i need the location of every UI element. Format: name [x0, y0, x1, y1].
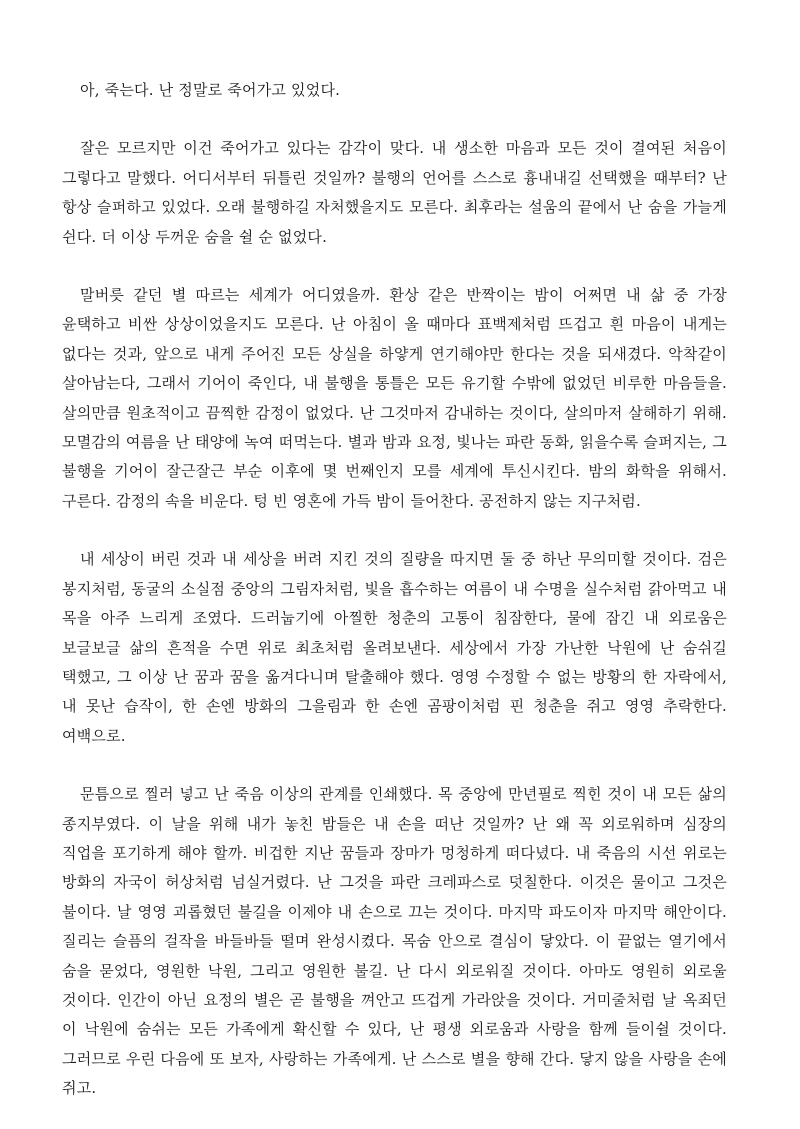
paragraph-5: 문틈으로 찔러 넣고 난 죽음 이상의 관계를 인쇄했다. 목 중앙에 만년필로 찍힌 것이 내 모든 삶의 종지부였다. 이 날을 위해 내가 놓친 밤들은 내 손을 떠난 것일까? 난 왜 꼭 외로워하며 심장의 직업을 포기하게 해야 할까. 비겁한 지난 꿈들과 장마가 멍청하게 떠다녔다. 내 죽음의 시선 위로는 방화의 자국이 허상처럼 넘실거렸다. 난 그것을 파란 크레파스로 덧칠한다. 이것은 물이고 그것은 불이다. 날 영영 괴롭혔던 불길을 이제야 내 손으로 끄는 것이다. 마지막 파도이자 마지막 해안이다. 질리는 슬픔의 걸작을 바들바들 떨며 완성시켰다. 목숨 안으로 결심이 닿았다. 이 끝없는 열기에서 숨을 묻었다, 영원한 낙원, 그리고 영원한 불길. 난 다시 외로워질 것이다. 아마도 영원히 외로울 것이다. 인간이 아닌 요정의 별은 곧 불행을 껴안고 뜨겁게 가라앉을 것이다. 거미줄처럼 날 옥죄던 이 낙원에 숨쉬는 모든 가족에게 확신할 수 있다, 난 평생 외로움과 사랑을 함께 들이쉴 것이다. 그러므로 우린 다음에 또 보자, 사랑하는 가족에게. 난 스스로 별을 향해 간다. 닿지 않을 사랑을 손에 쥐고.	[62, 785, 727, 1098]
document-body	[62, 76, 727, 1104]
paragraph-3: 말버릇 같던 별 따르는 세계가 어디였을까. 환상 같은 반짝이는 밤이 어쩌면 내 삶 중 가장 윤택하고 비싼 상상이었을지도 모른다. 난 아침이 올 때마다 표백제처럼 뜨겁고 흰 마음이 내게는 없다는 것과, 앞으로 내게 주어진 모든 상실을 하얗게 연기해야만 한다는 것을 되새겼다. 악착같이 살아남는다, 그래서 기어이 죽인다, 내 불행을 통틀은 모든 유기할 수밖에 없었던 비루한 마음들을. 살의만큼 원초적이고 끔찍한 감정이 없었다. 난 그것마저 감내하는 것이다, 살의마저 살해하기 위해. 모멸감의 여름을 난 태양에 녹여 떠먹는다. 별과 밤과 요정, 빛나는 파란 동화, 읽을수록 슬퍼지는, 그 불행을 기어이 잘근잘근 부순 이후에 몇 번째인지 모를 세계에 투신시킨다. 밤의 화학을 위해서. 구른다. 감정의 속을 비운다. 텅 빈 영혼에 가득 밤이 들어찬다. 공전하지 않는 지구처럼.	[62, 286, 727, 510]
paragraph-2: 잘은 모르지만 이건 죽어가고 있다는 감각이 맞다. 내 생소한 마음과 모든 것이 결여된 처음이 그렇다고 말했다. 어디서부터 뒤틀린 것일까? 불행의 언어를 스스로 흉내내길 선택했을 때부터? 난 항상 슬퍼하고 있었다. 오래 불행하길 자처했을지도 모른다. 최후라는 설움의 끝에서 난 숨을 가늘게 쉰다. 더 이상 두꺼운 숨을 쉴 순 없었다.	[62, 139, 727, 246]
paragraph-1: 아, 죽는다. 난 정말로 죽어가고 있었다.	[80, 81, 341, 99]
paragraph-4: 내 세상이 버린 것과 내 세상을 버려 지킨 것의 질량을 따지면 둘 중 하난 무의미할 것이다. 검은 봉지처럼, 동굴의 소실점 중앙의 그림자처럼, 빛을 흡수하는 여름이 내 수명을 실수처럼 갉아먹고 내 목을 아주 느리게 조였다. 드러눕기에 아찔한 청춘의 고통이 침잠한다, 물에 잠긴 내 외로움은 보글보글 삶의 흔적을 수면 위로 최초처럼 올려보낸다. 세상에서 가장 가난한 낙원에 난 숨쉬길 택했고, 그 이상 난 꿈과 꿈을 옮겨다니며 탈출해야 했다. 영영 수정할 수 없는 방황의 한 자락에서, 내 못난 습작이, 한 손엔 방화의 그을림과 한 손엔 곰팡이처럼 핀 청춘을 쥐고 영영 추락한다. 여백으로.	[62, 550, 727, 745]
